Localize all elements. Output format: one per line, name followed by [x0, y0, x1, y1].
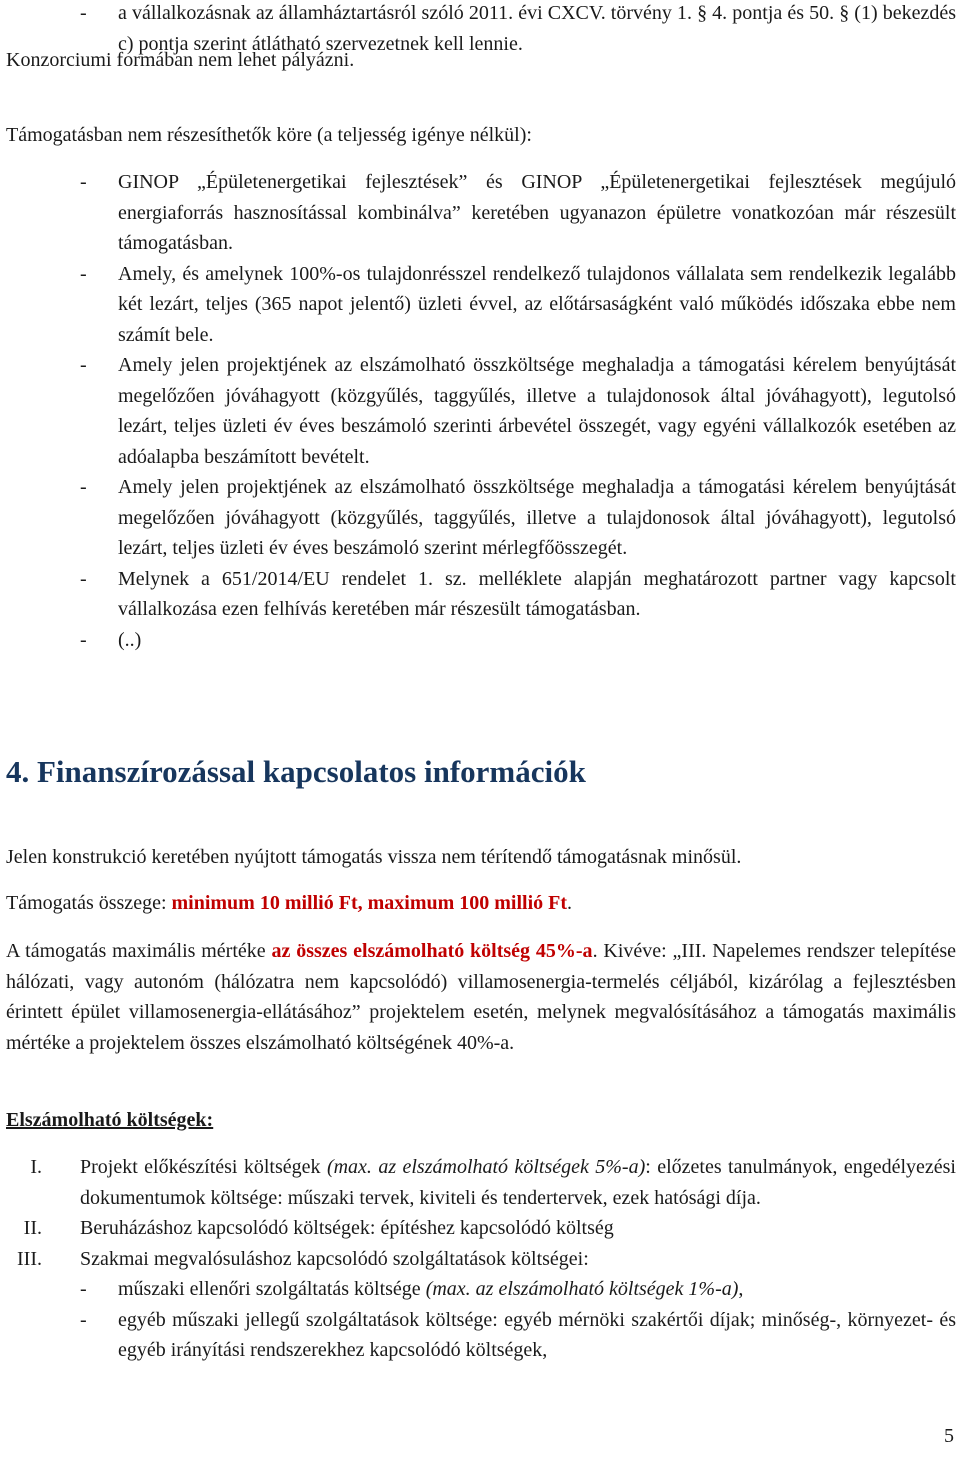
- list-item-text: Melynek a 651/2014/EU rendelet 1. sz. melléklete alapján meghatározott partner vagy kapcsolt vállalkozása ezen felhívás keretében már részesült támogatásban.: [118, 567, 956, 620]
- sub-cost-list: [6, 1274, 956, 1366]
- list-dash: -: [80, 476, 87, 498]
- section-number: 4.: [6, 754, 30, 789]
- section-title: Finanszírozással kapcsolatos információk: [37, 754, 586, 789]
- sub-cost-text: műszaki ellenőri szolgáltatás költsége: [118, 1278, 426, 1300]
- list-item-text: Amely jelen projektjének az elszámolható összköltsége meghaladja a támogatási kérelem benyújtását megelőzően jóváhagyott (közgyűlés, taggyűlés, illetve a tulajdonosok által jóváhagyott), legutolsó lezárt, teljes üzleti év éves beszámoló szerinti árbevétel összegét, vagy egyéni vállalkozók esetében az adóalapba beszámított bevételt.: [118, 354, 956, 468]
- sub-cost-item: [80, 1274, 956, 1305]
- cost-item-number: III.: [17, 1247, 42, 1270]
- excluded-list: [80, 167, 956, 655]
- sub-cost-text-rest: ,: [738, 1278, 744, 1300]
- support-amount-paragraph: [6, 888, 956, 918]
- support-amount-label: Támogatás összege:: [6, 892, 172, 914]
- cost-item: [6, 1213, 956, 1244]
- cost-item: [6, 1152, 956, 1213]
- list-dash: -: [80, 628, 87, 651]
- support-amount-value: minimum 10 millió Ft, maximum 100 millió Ft: [171, 892, 568, 914]
- support-rate-paragraph: [6, 936, 956, 1058]
- cost-item-text: Szakmai megvalósuláshoz kapcsolódó szolgáltatások költségei:: [80, 1247, 589, 1270]
- excluded-intro: Támogatásban nem részesíthetők köre (a teljesség igénye nélkül):: [6, 124, 532, 146]
- list-item: [80, 167, 956, 259]
- cost-item-number: II.: [23, 1217, 42, 1239]
- sub-cost-note: (max. az elszámolható költségek 1%-a): [425, 1278, 739, 1300]
- list-item-text: GINOP „Épületenergetikai fejlesztések” és GINOP „Épületenergetikai fejlesztések megújuló energiaforrás hasznosítással kombinálva” keretében ugyanazon épületre vonatkozóan már részesült támogatásban.: [118, 171, 956, 254]
- list-item: [80, 350, 956, 472]
- sub-cost-item: [80, 1305, 956, 1366]
- support-rate-text: . Kivéve: „III. Napelemes rendszer telepítése hálózati, vagy autonóm (hálózatra nem kapcsolódó) villamosenergia-termelés céljából, kizárólag a fejlesztésben érintett épület villamosenergia-ellátásához” projektelem esetén, melynek megvalósításához a támogatás maximális mértéke a projektelem összes elszámolható költségének 40%-a.: [6, 940, 956, 1054]
- list-item: [80, 259, 956, 351]
- list-item-text: Amely jelen projektjének az elszámolható összköltsége meghaladja a támogatási kérelem benyújtását megelőzően jóváhagyott (közgyűlés, taggyűlés, illetve a tulajdonosok által jóváhagyott), legutolsó lezárt, teljes üzleti év éves beszámoló szerint mérlegfőösszegét.: [118, 476, 956, 559]
- page-number: 5: [944, 1425, 954, 1447]
- list-dash: -: [80, 567, 87, 590]
- list-dash: -: [80, 2, 87, 24]
- cost-item-text: Projekt előkészítési költségek: [80, 1156, 327, 1178]
- cost-item-note: (max. az elszámolható költségek 5%-a): [326, 1156, 646, 1178]
- section-heading: [6, 752, 586, 792]
- sub-cost-text: egyéb műszaki jellegű szolgáltatások költsége: egyéb mérnöki szakértői díjak; minőség-, környezet- és egyéb irányítási rendszerekhez kapcsolódó költségek,: [118, 1308, 956, 1361]
- support-rate-label: A támogatás maximális mértéke: [6, 940, 272, 962]
- eligible-costs-list: [6, 1152, 956, 1366]
- cost-item-text: Beruházáshoz kapcsolódó költségek: építéshez kapcsolódó költség: [80, 1217, 614, 1239]
- list-item-text: a vállalkozásnak az államháztartásról szóló 2011. évi CXCV. törvény 1. § 4. pontja és 50. § (1) bekezdés c) pontja szerint átlátható szervezetnek kell lennie.: [118, 2, 956, 55]
- list-dash: -: [80, 262, 87, 285]
- list-item: [80, 564, 956, 625]
- list-dash: -: [80, 171, 87, 193]
- consortium-note: Konzorciumi formában nem lehet pályázni.: [6, 49, 355, 71]
- eligible-costs-heading: Elszámolható költségek:: [6, 1109, 214, 1131]
- list-item: [80, 472, 956, 564]
- cost-item: [6, 1244, 956, 1275]
- list-dash: -: [80, 1278, 87, 1300]
- list-item: [80, 625, 956, 656]
- list-item-text: (..): [118, 628, 142, 651]
- support-rate-value: az összes elszámolható költség 45%-a: [271, 940, 593, 962]
- financing-paragraph: Jelen konstrukció keretében nyújtott támogatás vissza nem térítendő támogatásnak minősül.: [6, 846, 742, 868]
- list-dash: -: [80, 1308, 87, 1331]
- list-item-text: Amely, és amelynek 100%-os tulajdonrésszel rendelkező tulajdonos vállalata sem rendelkezik legalább két lezárt, teljes (365 napot jelentő) üzleti évvel, az előtársaságként való működés időszaka ebbe nem számít bele.: [118, 262, 956, 346]
- list-dash: -: [80, 354, 87, 376]
- cost-item-number: I.: [30, 1156, 42, 1178]
- support-amount-suffix: .: [567, 892, 573, 914]
- cost-item-text-rest: : előzetes tanulmányok, engedélyezési dokumentumok költsége: műszaki tervek, kiviteli és tendertervek, ezek hatósági díja.: [80, 1156, 956, 1209]
